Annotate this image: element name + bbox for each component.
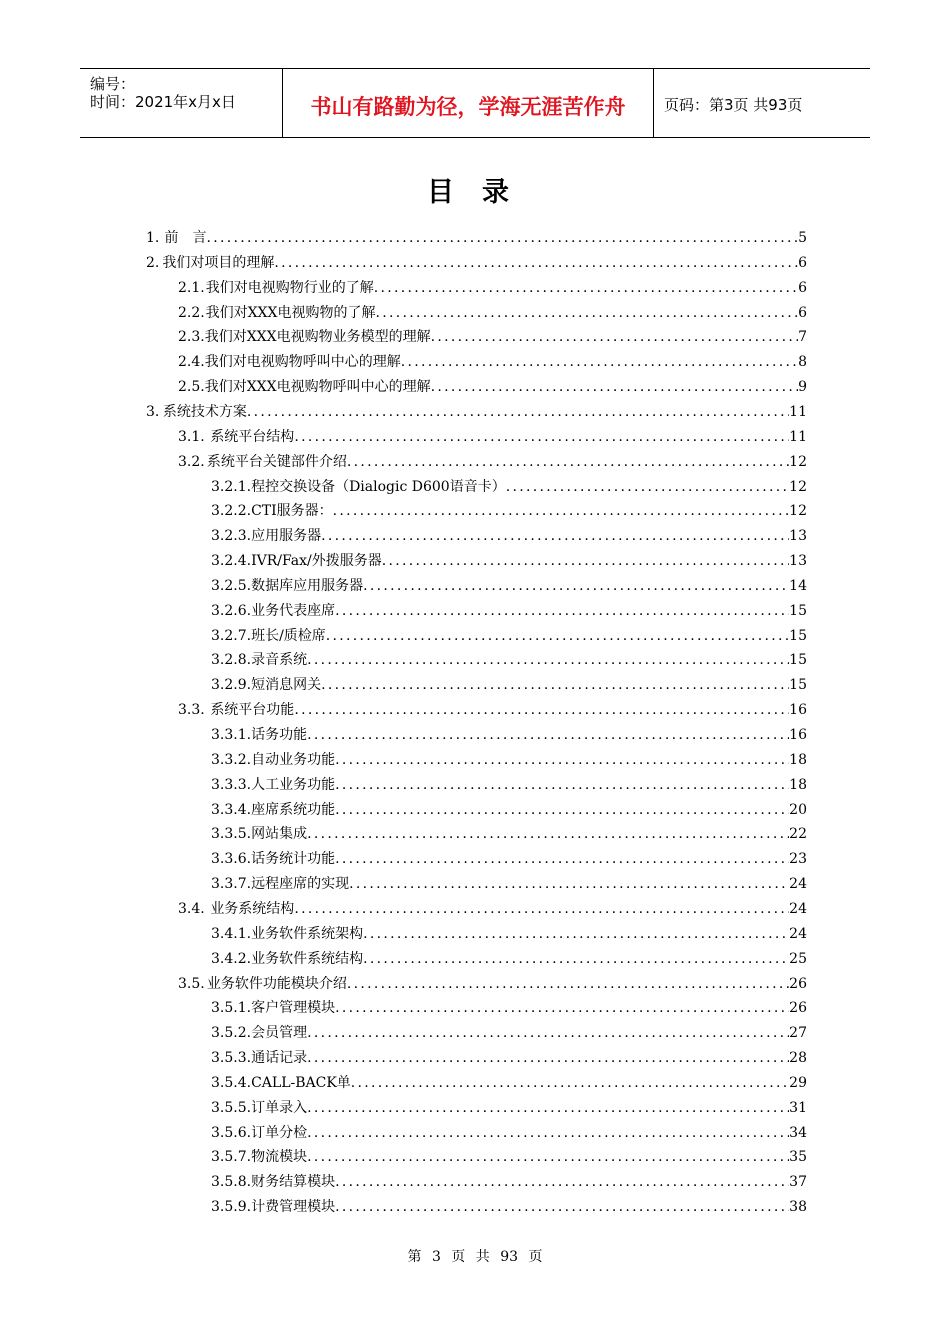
- toc-entry-number: 3.5.7.: [211, 1149, 252, 1166]
- toc-entry[interactable]: [146, 251, 807, 275]
- toc-entry-title: 业务软件系统架构: [251, 925, 364, 942]
- toc-entry-title: 业务代表座席: [251, 602, 336, 619]
- toc-entry[interactable]: [146, 226, 807, 250]
- toc-entry-title: 短消息网关: [251, 677, 322, 694]
- toc-dot-leader: [376, 301, 799, 325]
- toc-entry-page: 8: [798, 354, 807, 371]
- toc-entry-number: 3.2.6.: [211, 602, 252, 619]
- toc-entry[interactable]: [211, 499, 807, 523]
- toc-entry-title: 系统平台结构: [210, 428, 295, 445]
- toc-entry-number: 3.3.6.: [211, 851, 252, 868]
- toc-entry-title: CTI服务器：: [251, 503, 333, 520]
- toc-entry-title: 话务功能: [251, 727, 308, 743]
- toc-dot-leader: [335, 599, 789, 623]
- toc-entry-page: 6: [798, 254, 807, 271]
- toc-dot-leader: [321, 673, 789, 697]
- toc-entry-page: 29: [789, 1074, 807, 1091]
- toc-entry-page: 11: [789, 403, 807, 420]
- toc-entry-title: 订单分检: [251, 1124, 308, 1141]
- toc-entry[interactable]: [211, 773, 807, 797]
- toc-entry[interactable]: [211, 1170, 807, 1194]
- toc-entry[interactable]: [178, 325, 807, 349]
- toc-entry-number: 3.2.4.: [211, 553, 252, 570]
- toc-entry-title: IVR/Fax/外拨服务器: [251, 553, 382, 570]
- toc-entry[interactable]: [211, 624, 807, 648]
- toc-entry-page: 6: [798, 279, 807, 296]
- toc-entry-page: 12: [789, 478, 807, 495]
- toc-entry-page: 35: [789, 1149, 807, 1166]
- toc-dot-leader: [294, 698, 789, 722]
- toc-entry-title: 订单录入: [251, 1099, 308, 1116]
- toc-dot-leader: [307, 1145, 789, 1169]
- toc-dot-leader: [307, 723, 789, 747]
- toc-entry-page: 24: [789, 876, 807, 893]
- toc-entry-number: 2.4.: [178, 354, 205, 371]
- toc-entry-page: 15: [789, 652, 807, 669]
- toc-entry-title: 会员管理: [251, 1025, 308, 1042]
- toc-entry-number: 3.2.3.: [211, 528, 252, 545]
- toc-entry-number: 3.3.: [178, 702, 205, 719]
- toc-entry-number: 3.: [146, 403, 160, 420]
- toc-entry-number: 3.2.9.: [211, 677, 252, 694]
- toc-dot-leader: [307, 1096, 789, 1120]
- toc-dot-leader: [351, 1071, 789, 1095]
- toc-entry[interactable]: [178, 972, 807, 996]
- toc-dot-leader: [363, 947, 789, 971]
- toc-entry-number: 3.3.7.: [211, 876, 252, 893]
- toc-entry-page: 31: [789, 1099, 807, 1116]
- toc-entry[interactable]: [211, 599, 807, 623]
- toc-entry-title: 计费管理模块: [251, 1199, 336, 1216]
- toc-entry[interactable]: [211, 1046, 807, 1070]
- toc-entry-page: 7: [798, 329, 807, 346]
- toc-entry-title: 话务统计功能: [251, 851, 336, 868]
- toc-entry-title: 系统平台功能: [210, 702, 295, 719]
- toc-entry-title: 网站集成: [251, 826, 308, 843]
- toc-dot-leader: [335, 773, 789, 797]
- toc-entry-page: 15: [789, 627, 807, 644]
- toc-entry-page: 12: [789, 503, 807, 520]
- toc-entry-title: 通话记录: [251, 1050, 308, 1067]
- toc-dot-leader: [247, 400, 789, 424]
- toc-dot-leader: [321, 524, 789, 548]
- toc-dot-leader: [335, 1170, 789, 1194]
- toc-dot-leader: [294, 425, 789, 449]
- toc-dot-leader: [382, 549, 789, 573]
- toc-dot-leader: [335, 996, 789, 1020]
- toc-dot-leader: [431, 325, 798, 349]
- toc-entry-title: CALL-BACK单: [251, 1074, 351, 1091]
- toc-entry-number: 3.2.8.: [211, 652, 252, 669]
- toc-entry-title: 我们对电视购物行业的了解: [205, 279, 374, 296]
- toc-entry[interactable]: [211, 822, 807, 846]
- toc-entry-number: 3.2.: [178, 453, 205, 470]
- toc-dot-leader: [335, 748, 789, 772]
- toc-entry-page: 37: [789, 1174, 807, 1191]
- toc-entry-title: 我们对XXX电视购物业务模型的理解: [204, 329, 431, 346]
- page-header: [80, 68, 870, 138]
- toc-entry-page: 13: [789, 528, 807, 545]
- toc-entry-page: 11: [789, 428, 807, 445]
- toc-entry-page: 13: [789, 553, 807, 570]
- toc-entry[interactable]: [211, 748, 807, 772]
- toc-entry-number: 3.4.: [178, 900, 205, 917]
- toc-entry-number: 3.3.4.: [211, 801, 252, 818]
- header-meta: [80, 69, 283, 137]
- toc-entry[interactable]: [211, 947, 807, 971]
- toc-dot-leader: [431, 375, 798, 399]
- toc-dot-leader: [335, 1195, 789, 1219]
- header-page-label: 页码：第3页 共93页: [664, 96, 803, 114]
- toc-entry-number: 3.4.1.: [211, 925, 252, 942]
- toc-entry[interactable]: [211, 475, 807, 499]
- toc-entry-number: 3.5.6.: [211, 1124, 252, 1141]
- toc-entry[interactable]: [211, 524, 807, 548]
- toc-entry-number: 3.5.2.: [211, 1025, 252, 1042]
- toc-entry[interactable]: [178, 425, 807, 449]
- toc-entry-title: 我们对XXX电视购物的了解: [205, 304, 376, 321]
- toc-entry-page: 28: [789, 1050, 807, 1067]
- toc-entry-number: 3.5.8.: [211, 1174, 252, 1191]
- toc-entry-number: 3.2.2.: [211, 503, 252, 520]
- toc-entry-title: 财务结算模块: [251, 1174, 336, 1191]
- toc-entry[interactable]: [211, 673, 807, 697]
- toc-dot-leader: [363, 922, 789, 946]
- toc-dot-leader: [206, 226, 798, 250]
- toc-entry-number: 3.1.: [178, 428, 205, 445]
- document-time-label: 时间：2021年x月x日: [90, 93, 236, 111]
- toc-entry-page: 24: [789, 925, 807, 942]
- toc-dot-leader: [326, 624, 789, 648]
- toc-entry-number: 3.5.4.: [211, 1074, 252, 1091]
- toc-entry-number: 2.1.: [178, 279, 205, 296]
- toc-entry-number: 3.3.2.: [211, 751, 252, 768]
- toc-dot-leader: [347, 972, 789, 996]
- toc-entry-title: 人工业务功能: [251, 776, 336, 793]
- toc-entry-number: 3.5.9.: [211, 1199, 252, 1216]
- toc-entry-title: 我们对电视购物呼叫中心的理解: [204, 354, 401, 371]
- toc-entry-number: 3.2.1.: [211, 478, 252, 495]
- toc-entry-title: 系统技术方案: [162, 403, 247, 420]
- toc-entry-number: 2.3.: [178, 329, 205, 346]
- toc-entry-number: 3.3.3.: [211, 776, 252, 793]
- toc-entry-page: 26: [789, 1000, 807, 1017]
- toc-entry[interactable]: [178, 350, 807, 374]
- toc-entry-page: 15: [789, 677, 807, 694]
- toc-entry-number: 2.: [146, 254, 160, 271]
- toc-entry[interactable]: [211, 1121, 807, 1145]
- page-footer: 第 3 页 共 93 页: [407, 1249, 543, 1265]
- toc-dot-leader: [401, 350, 798, 374]
- toc-entry-page: 22: [789, 826, 807, 843]
- toc-entry-number: 3.5.: [178, 975, 205, 992]
- toc-entry-title: 应用服务器: [251, 528, 322, 545]
- toc-entry-title: 数据库应用服务器: [251, 577, 364, 594]
- toc-dot-leader: [363, 574, 789, 598]
- toc-entry-page: 18: [789, 751, 807, 768]
- toc-entry[interactable]: [178, 698, 807, 722]
- toc-entry[interactable]: [178, 450, 807, 474]
- toc-entry-title: 物流模块: [251, 1149, 308, 1166]
- toc-entry-title: 业务软件功能模块介绍: [206, 975, 347, 992]
- toc-dot-leader: [307, 648, 789, 672]
- toc-entry-number: 3.5.3.: [211, 1050, 252, 1067]
- toc-dot-leader: [307, 822, 789, 846]
- toc-entry[interactable]: [211, 1195, 807, 1219]
- toc-entry-page: 12: [789, 453, 807, 470]
- toc-entry[interactable]: [178, 375, 807, 399]
- toc-entry-title: 我们对项目的理解: [162, 254, 275, 271]
- page-title: 目录: [427, 177, 537, 208]
- toc-entry-number: 3.3.1.: [211, 727, 252, 743]
- header-motto-cell: [283, 69, 654, 137]
- toc-entry-page: 23: [789, 851, 807, 868]
- toc-entry[interactable]: [211, 648, 807, 672]
- toc-entry-number: 2.5.: [178, 379, 205, 396]
- toc-entry[interactable]: [211, 1096, 807, 1120]
- toc-entry[interactable]: [211, 723, 807, 747]
- toc-entry-title: 前 言: [164, 230, 207, 246]
- toc-entry[interactable]: [211, 574, 807, 598]
- toc-dot-leader: [506, 475, 789, 499]
- toc-entry[interactable]: [211, 549, 807, 573]
- toc-dot-leader: [307, 1121, 789, 1145]
- toc-entry[interactable]: [178, 897, 807, 921]
- toc-entry-page: 14: [789, 577, 807, 594]
- toc-dot-leader: [347, 450, 789, 474]
- toc-entry-page: 9: [798, 379, 807, 396]
- toc-entry-page: 16: [789, 727, 807, 743]
- toc-entry-page: 16: [789, 702, 807, 719]
- toc-entry-number: 1.: [146, 230, 160, 246]
- toc-entry-title: 客户管理模块: [251, 1000, 336, 1017]
- toc-entry-number: 3.4.2.: [211, 950, 252, 967]
- toc-entry[interactable]: [211, 872, 807, 896]
- toc-dot-leader: [335, 847, 789, 871]
- toc-entry[interactable]: [146, 400, 807, 424]
- header-page-cell: [654, 69, 870, 137]
- toc-entry-number: 3.2.5.: [211, 577, 252, 594]
- toc-entry[interactable]: [211, 798, 807, 822]
- toc-entry-page: 15: [789, 602, 807, 619]
- toc-entry-page: 38: [789, 1199, 807, 1216]
- toc-entry[interactable]: [211, 1071, 807, 1095]
- toc-entry[interactable]: [211, 847, 807, 871]
- toc-entry-title: 程控交换设备（Dialogic D600语音卡）: [251, 478, 506, 495]
- toc-entry-title: 自动业务功能: [251, 751, 336, 768]
- toc-entry[interactable]: [178, 301, 807, 325]
- toc-entry-page: 27: [789, 1025, 807, 1042]
- toc-dot-leader: [294, 897, 789, 921]
- toc-entry-page: 18: [789, 776, 807, 793]
- document-number-label: 编号：: [90, 75, 136, 93]
- toc-entry-page: 26: [789, 975, 807, 992]
- toc-entry-page: 34: [789, 1124, 807, 1141]
- toc-entry-page: 5: [798, 230, 807, 246]
- toc-entry-title: 班长/质检席: [251, 627, 326, 644]
- toc-entry-number: 3.5.1.: [211, 1000, 252, 1017]
- toc-entry-number: 3.5.5.: [211, 1099, 252, 1116]
- toc-dot-leader: [335, 798, 789, 822]
- toc-entry-title: 业务系统结构: [210, 900, 295, 917]
- toc-entry-page: 24: [789, 900, 807, 917]
- toc-dot-leader: [349, 872, 789, 896]
- toc-dot-leader: [333, 499, 790, 523]
- toc-entry-page: 6: [798, 304, 807, 321]
- toc-entry[interactable]: [211, 1021, 807, 1045]
- toc-entry-title: 系统平台关键部件介绍: [206, 453, 347, 470]
- toc-entry-number: 3.3.5.: [211, 826, 252, 843]
- toc-dot-leader: [274, 251, 798, 275]
- toc-entry-number: 2.2.: [178, 304, 205, 321]
- toc-entry-title: 业务软件系统结构: [251, 950, 364, 967]
- toc-entry-page: 20: [789, 801, 807, 818]
- toc-dot-leader: [374, 276, 798, 300]
- toc-entry[interactable]: [211, 922, 807, 946]
- header-motto: 书山有路勤为径，学海无涯苦作舟: [310, 95, 626, 119]
- toc-dot-leader: [307, 1021, 789, 1045]
- toc-entry-title: 我们对XXX电视购物呼叫中心的理解: [204, 379, 431, 396]
- toc-entry-page: 25: [789, 950, 807, 967]
- toc-entry-title: 远程座席的实现: [251, 876, 350, 893]
- toc-entry-number: 3.2.7.: [211, 627, 252, 644]
- toc-entry[interactable]: [211, 996, 807, 1020]
- toc-entry-title: 座席系统功能: [251, 801, 336, 818]
- toc-dot-leader: [307, 1046, 789, 1070]
- toc-entry[interactable]: [211, 1145, 807, 1169]
- toc-entry[interactable]: [178, 276, 807, 300]
- toc-entry-title: 录音系统: [251, 652, 308, 669]
